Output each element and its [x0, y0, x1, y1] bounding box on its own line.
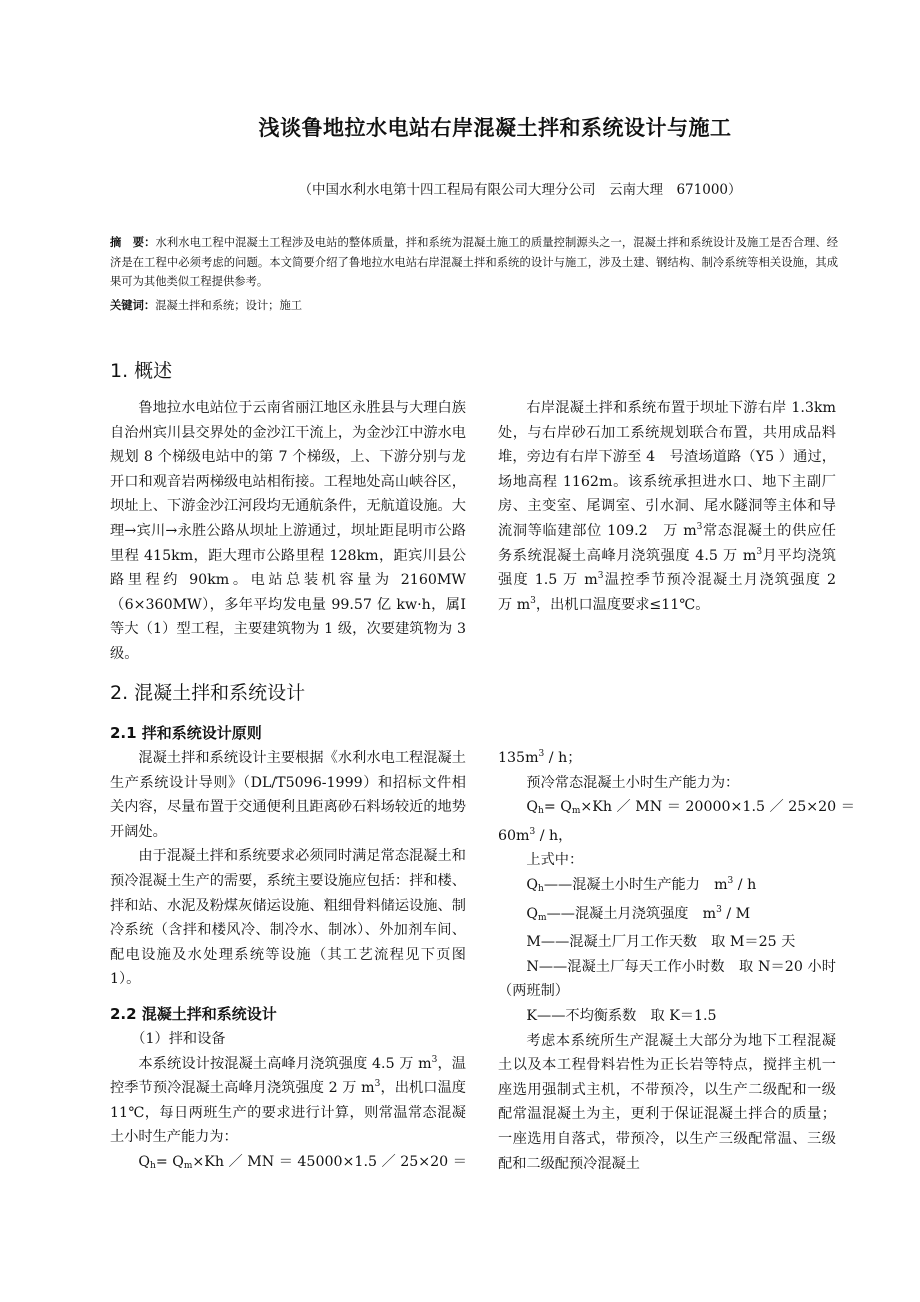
abstract — [110, 233, 838, 292]
superscript: 3 — [538, 749, 545, 759]
section-2-2-paragraph — [110, 1052, 466, 1150]
section-1-right-column — [498, 396, 851, 617]
formula-normal-temp — [110, 1150, 466, 1179]
subscript: m — [183, 1160, 193, 1171]
superscript: 3 — [756, 546, 763, 557]
text-run: ，温控季节预冷混凝土高峰月浇筑强度 2 万 m — [110, 1055, 466, 1097]
section-2-1-paragraph-2: 由于混凝土拌和系统要求必须同时满足常态混凝土和预冷混凝土生产的需要，系统主要设施应包括：拌和楼、拌和站、水泥及粉煤灰储运设施、粗细骨料储运设施、制冷系统（含拌和楼风冷、制冷水、制冰）、外加剂车间、配电设施及水处理系统等设施（其工艺流程见下页图 1）。 — [110, 848, 466, 988]
definition-item — [498, 902, 836, 931]
formula-text: ×Kh ／ MN ＝ 45000×1.5 ／ 25×20 ＝ — [192, 1153, 467, 1170]
formula-text: 60m — [498, 827, 530, 844]
formula-symbol: Q — [560, 799, 572, 816]
affiliation: （中国水利水电第十四工程局有限公司大理分公司 云南大理 671000） — [298, 182, 742, 198]
superscript: 3 — [716, 904, 722, 915]
abstract-text: 水利水电工程中混凝土工程涉及电站的整体质量，拌和系统为混凝土施工的质量控制源头之一，混凝土拌和系统设计及施工是否合理、经济是在工程中必须考虑的问题。本文简要介绍了鲁地拉水电站右岸混凝土拌和系统的设计与施工，涉及土建、钢结构、制冷系统等相关设施，其成果可为其他类似工程提供参考。 — [110, 236, 838, 288]
section-2-left-column-a — [110, 746, 466, 992]
section-2-1-paragraph-1: 混凝土拌和系统设计主要根据《水利水电工程混凝土生产系统设计导则》（DL/T5096-1999）和招标文件相关内容，尽量布置于交通便利且距离砂石料场较近的地势开阔处。 — [110, 750, 466, 840]
text-run: 常态混凝土的供应任务系统混凝土高峰月浇筑强度 4.5 万 m — [498, 522, 836, 564]
formula-text: / h； — [544, 750, 582, 766]
definition-text: ——不均衡系数 取 K＝1.5 — [537, 1007, 717, 1024]
section-2-2-heading: 2.2 混凝土拌和系统设计 — [110, 1005, 277, 1023]
text-run: 本系统设计按混凝土高峰月浇筑强度 4.5 万 m — [138, 1055, 432, 1072]
subscript: m — [571, 806, 581, 817]
keywords — [110, 297, 302, 313]
section-2-right-column — [498, 746, 855, 1176]
superscript: 3 — [374, 1079, 381, 1090]
section-1-heading: 1. 概述 — [110, 360, 173, 382]
abstract-label: 摘 要： — [110, 236, 156, 249]
subscript: m — [538, 912, 547, 923]
formula-text: = — [155, 1153, 173, 1170]
formula-symbol: Q — [138, 1153, 151, 1170]
subscript: h — [150, 1160, 156, 1171]
formula-text: / h， — [535, 827, 573, 844]
definition-symbol: M — [526, 934, 541, 951]
where-label: 上式中： — [526, 852, 584, 869]
definition-symbol: N — [526, 958, 539, 975]
definition-symbol: K — [526, 1007, 537, 1024]
section-1-paragraph: 鲁地拉水电站位于云南省丽江地区永胜县与大理白族自治州宾川县交界处的金沙江干流上，为金沙江中游水电规划 8 个梯级电站中的第 7 个梯级，上、下游分别与龙开口和观音岩两梯级电站相衔接。工程地处高山峡谷区，坝址上、下游金沙江河段均无通航条件，无航道设施。大理→宾川→永胜公路从坝址上游通过，坝址距昆明市公路里程 415km，距大理市公路里程 128km，距宾川县公路里程约 90km。电站总装机容量为 2160MW（6×360MW），多年平均发电量 99.57 亿 kw·h，属Ⅰ等大（1）型工程，主要建筑物为 1 级，次要建筑物为 3 级。 — [110, 400, 466, 662]
formula-text: = — [543, 799, 561, 816]
superscript: 3 — [530, 595, 536, 606]
subscript: h — [538, 806, 544, 817]
definition-item — [498, 1004, 836, 1029]
formula-symbol: Q — [172, 1153, 184, 1170]
paper-title: 浅谈鲁地拉水电站右岸混凝土拌和系统设计与施工 — [258, 116, 732, 140]
formula-precool — [498, 795, 855, 824]
superscript: 3 — [431, 1054, 438, 1065]
formula-1-result — [498, 746, 836, 771]
section-1-right-paragraph — [498, 396, 851, 617]
text-run: ，出机口温度要求≤11℃。 — [535, 596, 710, 613]
section-2-1-heading: 2.1 拌和系统设计原则 — [110, 724, 262, 742]
definition-text: ——混凝土小时生产能力 m — [543, 876, 728, 893]
item-1-label: （1）拌和设备 — [131, 1031, 226, 1047]
definition-item — [498, 873, 836, 902]
superscript: 3 — [529, 826, 536, 837]
text-run: 月平均浇筑强度 1.5 万 m — [498, 547, 836, 589]
text-run: ，出机口温度 11℃，每日两班生产的要求进行计算，则常温常态混凝土小时生产能力为： — [110, 1080, 466, 1146]
definition-text: ——混凝土月浇筑强度 m — [546, 905, 717, 922]
subscript: h — [538, 883, 544, 894]
definition-symbol: Q — [526, 876, 539, 893]
section-2-left-column-b — [110, 1027, 466, 1179]
formula-2-result — [498, 824, 836, 849]
text-run: 温控季节预冷混凝土月浇筑强度 2 万 m — [498, 572, 851, 613]
text-run: 右岸混凝土拌和系统布置于坝址下游右岸 1.3km 处，与右岸砂石加工系统规划联合布置，共用成品料堆，旁边有右岸下游至 4 号渣场道路（Y5 ）通过，场地高程 1162m。该系统承担进水口、地下主副厂房、主变室、尾调室、引水洞、尾水隧洞等主体和导流洞等临建部位 109.2 万 m — [498, 400, 836, 539]
definition-text: ——混凝土厂月工作天数 取 M＝25 天 — [540, 934, 796, 951]
formula-text: ×Kh ／ MN ＝ 20000×1.5 ／ 25×20 ＝ — [580, 799, 855, 816]
section-2-heading: 2. 混凝土拌和系统设计 — [110, 682, 306, 704]
precool-label: 预冷常态混凝土小时生产能力为： — [526, 774, 740, 791]
section-2-2-right-paragraph: 考虑本系统所生产混凝土大部分为地下工程混凝土以及本工程骨料岩性为正长岩等特点，搅拌主机一座选用强制式主机，不带预冷，以生产二级配和一级配常温混凝土为主，更利于保证混凝土拌合的质量；一座选用自落式，带预冷，以生产三级配常温、三级配和二级配预冷混凝土 — [498, 1032, 836, 1172]
formula-symbol: Q — [526, 799, 539, 816]
formula-text: 135m — [498, 750, 539, 766]
superscript: 3 — [727, 875, 734, 886]
superscript: 3 — [696, 521, 703, 532]
superscript: 3 — [597, 571, 604, 582]
definition-symbol: Q — [526, 905, 539, 922]
section-1-left-column — [110, 396, 466, 667]
definition-unit: / h — [733, 876, 757, 893]
definition-item — [498, 955, 836, 1004]
keywords-text: 混凝土拌和系统；设计；施工 — [155, 299, 303, 312]
definition-item — [498, 930, 836, 955]
definition-unit: / M — [721, 905, 751, 922]
definition-text: ——混凝土厂每天工作小时数 取 N＝20 小时（两班制） — [498, 958, 836, 1000]
keywords-label: 关键词： — [110, 299, 156, 312]
